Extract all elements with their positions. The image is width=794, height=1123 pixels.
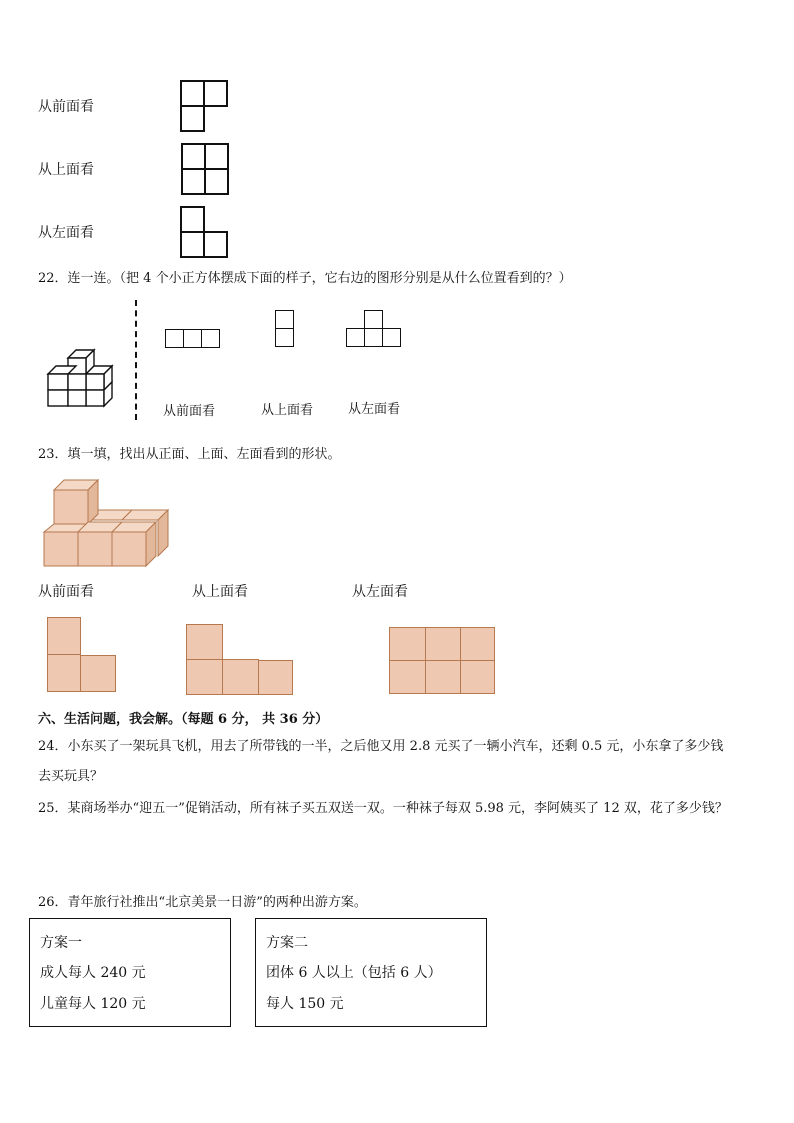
q22-label-front: 从前面看 xyxy=(163,404,216,419)
q23-top-label: 从上面看 xyxy=(192,584,248,600)
q22-shape-row-three xyxy=(165,329,221,348)
plan-two-box xyxy=(255,918,487,1027)
q23-front-label: 从前面看 xyxy=(38,584,94,600)
q22-shape-column-two xyxy=(275,310,294,348)
q22-label-left: 从左面看 xyxy=(348,402,401,417)
q21-top-view-figure xyxy=(181,143,231,197)
q23-question-text: 23．填一填，找出从正面、上面、左面看到的形状。 xyxy=(38,447,341,462)
q21-front-label: 从前面看 xyxy=(38,99,94,115)
q23-front-view-figure xyxy=(47,617,117,693)
plan-one-child-price: 儿童每人 120 元 xyxy=(40,996,146,1012)
q23-left-label: 从左面看 xyxy=(352,584,408,600)
q22-cube-figure xyxy=(40,340,130,410)
q23-cube-figure xyxy=(42,476,172,568)
q23-top-view-figure xyxy=(186,624,294,696)
q22-label-top: 从上面看 xyxy=(261,403,314,418)
plan-one-adult-price: 成人每人 240 元 xyxy=(40,965,146,981)
plan-two-price: 每人 150 元 xyxy=(266,996,344,1012)
q22-question-text: 22．连一连。（把 4 个小正方体摆成下面的样子，它右边的图形分别是从什么位置看到的？） xyxy=(38,271,572,286)
q21-left-label: 从左面看 xyxy=(38,225,94,241)
q21-top-label: 从上面看 xyxy=(38,162,94,178)
q23-left-view-figure xyxy=(389,627,496,695)
q25-question-text: 25．某商场举办“迎五一”促销活动，所有袜子买五双送一双。一种袜子每双 5.98 元，李阿姨买了 12 双，花了多少钱？ xyxy=(38,801,728,816)
section-6-title: 六、生活问题，我会解。（每题 6 分， 共 36 分） xyxy=(38,712,329,727)
q21-left-view-figure xyxy=(180,206,230,260)
plan-two-group-condition: 团体 6 人以上（包括 6 人） xyxy=(266,965,442,981)
plan-two-title: 方案二 xyxy=(266,935,308,951)
q24-question-line1: 24．小东买了一架玩具飞机，用去了所带钱的一半，之后他又用 2.8 元买了一辆小汽车，还剩 0.5 元，小东拿了多少钱 xyxy=(38,739,724,754)
q21-front-view-figure xyxy=(180,80,230,134)
q22-divider xyxy=(135,300,137,420)
plan-one-box xyxy=(29,918,231,1027)
plan-one-title: 方案一 xyxy=(40,935,82,951)
q24-question-line2: 去买玩具？ xyxy=(38,769,104,784)
q26-question-text: 26．青年旅行社推出“北京美景一日游”的两种出游方案。 xyxy=(38,895,367,910)
q22-shape-t-four xyxy=(346,310,402,348)
